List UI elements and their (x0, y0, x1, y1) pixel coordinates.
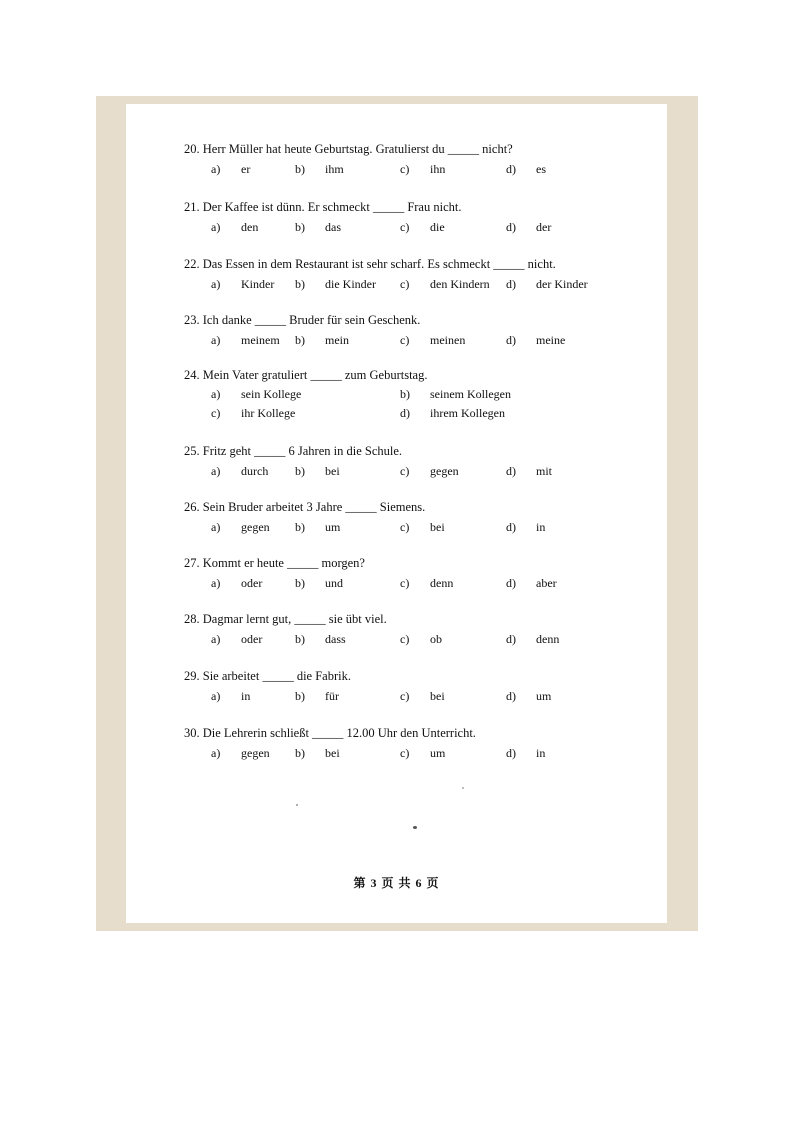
question-text: 23. Ich danke _____ Bruder für sein Geschenk. (184, 313, 421, 327)
option-d: d) ihrem Kollegen (400, 406, 505, 420)
option-d: d) um (506, 689, 552, 703)
option-b: b) seinem Kollegen (400, 387, 511, 401)
option-b: b) für (295, 689, 339, 703)
options-row (211, 387, 641, 403)
question-text: 29. Sie arbeitet _____ die Fabrik. (184, 669, 351, 683)
option-a: a) Kinder (211, 277, 275, 291)
option-b: b) und (295, 576, 343, 590)
option-a: a) in (211, 689, 251, 703)
question-text: 25. Fritz geht _____ 6 Jahren in die Schule. (184, 444, 403, 458)
option-b: b) um (295, 520, 341, 534)
question-text: 22. Das Essen in dem Restaurant ist sehr scharf. Es schmeckt _____ nicht. (184, 257, 556, 271)
option-d: d) in (506, 746, 546, 760)
option-c: c) meinen (400, 333, 466, 347)
question-text: 21. Der Kaffee ist dünn. Er schmeckt _____ Frau nicht. (184, 200, 462, 214)
options-row (211, 464, 641, 480)
options-row (211, 746, 641, 762)
option-b: b) die Kinder (295, 277, 376, 291)
question-text: 27. Kommt er heute _____ morgen? (184, 556, 365, 570)
option-d: d) es (506, 162, 546, 176)
options-row (211, 333, 641, 349)
option-b: b) das (295, 220, 341, 234)
option-c: c) bei (400, 520, 445, 534)
option-a: a) durch (211, 464, 269, 478)
option-c: c) gegen (400, 464, 459, 478)
option-b: b) bei (295, 464, 340, 478)
option-c: c) um (400, 746, 446, 760)
option-c: c) denn (400, 576, 454, 590)
option-a: a) den (211, 220, 259, 234)
question-text: 24. Mein Vater gratuliert _____ zum Geburtstag. (184, 368, 428, 382)
option-b: b) bei (295, 746, 340, 760)
scan-speck (296, 804, 298, 806)
question-text: 30. Die Lehrerin schließt _____ 12.00 Uhr den Unterricht. (184, 726, 476, 740)
question-text: 20. Herr Müller hat heute Geburtstag. Gratulierst du _____ nicht? (184, 142, 513, 156)
option-c: c) die (400, 220, 445, 234)
scan-speck (462, 787, 464, 789)
question-text: 28. Dagmar lernt gut, _____ sie übt viel. (184, 612, 387, 626)
option-a: a) oder (211, 632, 263, 646)
options-row (211, 576, 641, 592)
options-row (211, 632, 641, 648)
option-b: b) dass (295, 632, 346, 646)
options-row (211, 162, 641, 178)
option-c: c) ihn (400, 162, 446, 176)
option-a: a) oder (211, 576, 263, 590)
option-a: a) gegen (211, 520, 270, 534)
options-row (211, 277, 641, 293)
question-text: 26. Sein Bruder arbeitet 3 Jahre _____ Siemens. (184, 500, 426, 514)
option-d: d) der Kinder (506, 277, 588, 291)
options-row (211, 406, 641, 422)
option-a: a) sein Kollege (211, 387, 302, 401)
option-d: d) mit (506, 464, 553, 478)
scan-border (96, 96, 698, 931)
page-number: 第 3 页 共 6 页 (353, 876, 440, 890)
option-d: d) der (506, 220, 552, 234)
options-row (211, 520, 641, 536)
option-a: a) er (211, 162, 251, 176)
option-a: a) gegen (211, 746, 270, 760)
option-d: d) meine (506, 333, 566, 347)
option-a: a) meinem (211, 333, 280, 347)
option-c: c) den Kindern (400, 277, 490, 291)
scan-speck (413, 826, 417, 829)
option-b: b) ihm (295, 162, 344, 176)
option-c: c) bei (400, 689, 445, 703)
options-row (211, 220, 641, 236)
option-d: d) denn (506, 632, 560, 646)
options-row (211, 689, 641, 705)
option-b: b) mein (295, 333, 349, 347)
option-c: c) ihr Kollege (211, 406, 296, 420)
option-d: d) in (506, 520, 546, 534)
option-d: d) aber (506, 576, 557, 590)
option-c: c) ob (400, 632, 442, 646)
exam-page (126, 104, 667, 923)
